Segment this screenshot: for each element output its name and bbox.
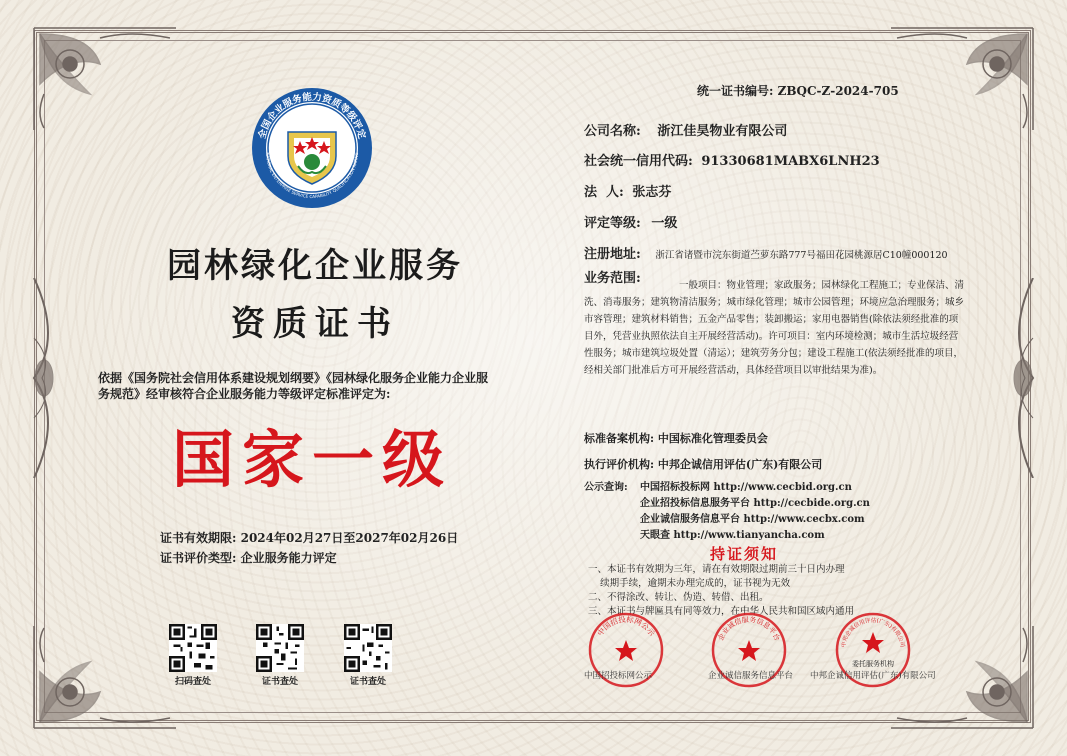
notice-line-3: 二、不得涂改、转让、伪造、转借、出租。 bbox=[588, 592, 769, 603]
credit-code: 91330681MABX6LNH23 bbox=[701, 154, 880, 169]
public-lookup-label: 公示查询: bbox=[584, 482, 628, 493]
lookup-link-tianyancha[interactable]: 天眼查 http://www.tianyancha.com bbox=[640, 530, 825, 541]
legal-person: 张志芬 bbox=[632, 185, 672, 200]
notice-line-2: 续期手续，逾期未办理完成的，证书视为无效 bbox=[588, 578, 791, 589]
qr-code-certificate-lookup-2[interactable] bbox=[344, 624, 392, 672]
stamp-ring-text-1: 中国招投标网公示 bbox=[595, 614, 657, 638]
qr-code-certificate-lookup[interactable] bbox=[256, 624, 304, 672]
stamp-ring-text-2: 企业诚信服务信息平台 bbox=[716, 615, 782, 643]
registered-address-row bbox=[584, 243, 948, 262]
registered-address: 浙江省诸暨市浣东街道苎萝东路777号福田花园桃源居C10幢000120 bbox=[655, 250, 948, 261]
rating-basis-text: 依据《国务院社会信用体系建设规划纲要》《园林绿化服务企业能力企业服务规范》经审核符合企业服务能力等级评定标准评定为: bbox=[98, 371, 489, 401]
qualification-emblem-seal bbox=[250, 86, 374, 210]
certificate-number: 统一证书编号: ZBQC-Z-2024-705 bbox=[697, 84, 899, 98]
business-scope bbox=[584, 271, 965, 379]
lookup-link-cecbid[interactable]: 中国招标投标网 http://www.cecbid.org.cn bbox=[640, 482, 852, 493]
credit-code-row bbox=[584, 150, 880, 169]
company-name: 浙江佳昊物业有限公司 bbox=[657, 124, 788, 139]
public-lookup bbox=[584, 480, 870, 544]
corner-ornament-bottom-left bbox=[30, 622, 180, 732]
stamp-caption-cecbid: 中国招投标网公示 bbox=[584, 671, 653, 681]
rating-level-row bbox=[584, 212, 677, 231]
stamp-center-text: 委托服务机构 bbox=[852, 660, 894, 668]
lookup-link-cecbide[interactable]: 企业招投标信息服务平台 http://cecbide.org.cn bbox=[640, 498, 870, 509]
seal-ring-text-en: NATIONAL ENTERPRISE SERVICE CAPABILITY QUALIFICATION RATING bbox=[264, 152, 360, 200]
company-name-label: 公司名称: bbox=[584, 124, 641, 139]
certificate-title-line1: 园林绿化企业服务 bbox=[167, 246, 463, 286]
stamp-caption-evaluation-agency: 中邦企诚信用评估(广东)有限公司 bbox=[810, 671, 936, 681]
notice-line-4: 三、本证书与牌匾具有同等效力，在中华人民共和国区域内通用 bbox=[588, 606, 855, 617]
qr-code-scan[interactable] bbox=[169, 624, 217, 672]
notice-line-1: 一、本证书有效期为三年，请在有效期限过期前三十日内办理 bbox=[588, 564, 845, 575]
lookup-link-cecbx[interactable]: 企业诚信服务信息平台 http://www.cecbx.com bbox=[640, 514, 865, 525]
stamp-caption-credit-platform: 企业诚信服务信息平台 bbox=[708, 671, 794, 681]
qr-label-scan: 扫码查处 bbox=[174, 677, 211, 687]
seal-ring-text: 全国企业服务能力资质等级评定 bbox=[256, 91, 368, 141]
legal-person-row bbox=[584, 181, 671, 200]
side-ornament-left bbox=[22, 278, 82, 478]
qr-label-certificate-lookup-2: 证书查处 bbox=[349, 677, 386, 687]
rating-level: 一级 bbox=[651, 216, 678, 231]
corner-ornament-top-right bbox=[887, 24, 1037, 134]
grade-national-level-one: 国家一级 bbox=[172, 423, 453, 496]
svg-text:企业诚信服务信息平台 bbox=[716, 615, 782, 642]
business-scope-text: 一般项目：物业管理；家政服务；园林绿化工程施工；专业保洁、清洗、消毒服务；建筑物清洁服务；城市绿化管理；城市公园管理；环境应急治理服务；城乡市容管理；建筑材料销售；五金产品零售；装卸搬运；家用电器销售(除依法须经批准的项目外，凭营业执照依法自主开展经营活动)。许可项目：室内环境检测；城市生活垃圾经营性服务；城市建筑垃圾处置（清运）；建筑劳务分包；建设工程施工(依法须经批准的项目，经相关部门批准后方可开展经营活动，具体经营项目以审批结果为准)。 bbox=[584, 280, 965, 376]
svg-text:中国招投标网公示 bbox=[595, 614, 657, 638]
holder-notice-title: 持证须知 bbox=[710, 545, 779, 563]
rating-level-label: 评定等级: bbox=[584, 216, 641, 231]
legal-person-label: 法 人: bbox=[584, 185, 624, 200]
evaluation-type: 证书评价类型: 企业服务能力评定 bbox=[160, 551, 337, 565]
registered-address-label: 注册地址: bbox=[584, 247, 641, 262]
business-scope-label: 业务范围: bbox=[584, 271, 641, 286]
credit-code-label: 社会统一信用代码: bbox=[584, 154, 693, 169]
side-ornament-right bbox=[985, 278, 1045, 478]
validity-period: 证书有效期限: 2024年02月27日至2027年02月26日 bbox=[160, 531, 459, 545]
certificate-title-line2: 资质证书 bbox=[231, 304, 399, 344]
filing-agency: 标准备案机构: 中国标准化管理委员会 bbox=[584, 432, 768, 445]
executing-agency: 执行评价机构: 中邦企诚信用评估(广东)有限公司 bbox=[584, 458, 823, 471]
company-name-row bbox=[584, 120, 787, 139]
qr-label-certificate-lookup-1: 证书查处 bbox=[261, 677, 298, 687]
stamp-ring-text-3: 中邦企诚信用评估(广东)有限公司 bbox=[841, 617, 905, 648]
corner-ornament-top-left bbox=[30, 24, 180, 134]
